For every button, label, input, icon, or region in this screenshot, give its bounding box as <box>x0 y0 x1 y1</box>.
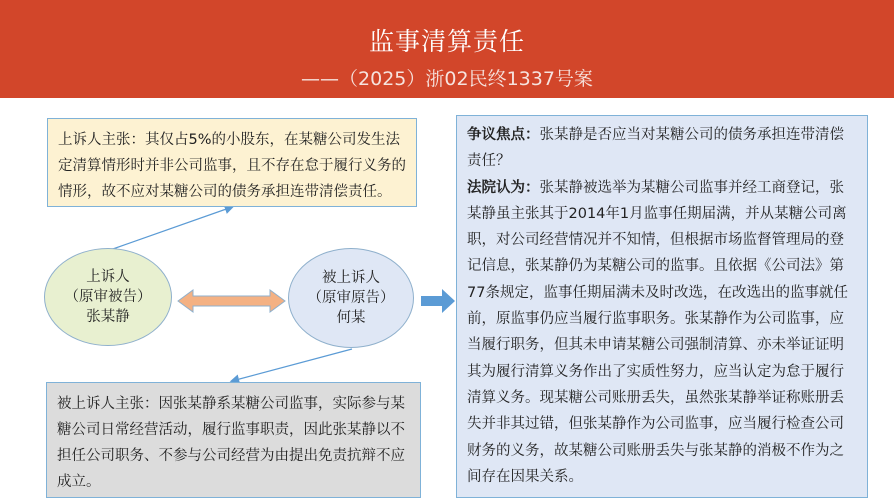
right-arrow <box>421 289 455 313</box>
dispute-text: 张某静是否应当对某糖公司的债务承担连带清偿责任？ <box>467 127 844 170</box>
appellee-role: 被上诉人 <box>322 270 380 286</box>
appellant-name: 张某静 <box>86 309 130 325</box>
dispute-focus <box>467 122 857 175</box>
opinion-label: 法院认为： <box>467 179 540 196</box>
case-number-subtitle: ——（2025）浙02民终1337号案 <box>301 68 593 90</box>
appellee-node <box>288 248 414 348</box>
double-arrow <box>178 290 285 312</box>
appellant-original-role: （原审被告） <box>64 289 152 305</box>
court-opinion-box <box>456 115 868 498</box>
page-title: 监事清算责任 <box>368 27 525 56</box>
opinion-text: 张某静被选举为某糖公司监事并经工商登记，张某静虽主张其于2014年1月监事任期届满，并从某糖公司离职，对公司经营情况并不知情，但根据市场监督管理局的登记信息，张某静仍为某糖公司的监事。且依据《公司法》第77条规定，监事任期届满未及时改选，在改选出的监事就任前，原监事仍应当履行监事职务。张某静作为公司监事，应当履行职务，但其未申请某糖公司强制清算、亦未举证证明其为履行清算义务作出了实质性努力，应当认定为怠于履行清算义务。现某糖公司账册丢失，虽然张某静举证称账册丢失并非其过错，但张某静作为公司监事，应当履行检查公司财务的义务，故某糖公司账册丢失与张某静的消极不作为之间存在因果关系。 <box>467 179 848 485</box>
appellee-claim-box: 被上诉人主张：因张某静系某糖公司监事，实际参与某糖公司日常经营活动，履行监事职责，因此张某静以不担任公司职务、不参与公司经营为由提出免责抗辩不应成立。 <box>46 382 421 498</box>
appellee-original-role: （原审原告） <box>307 290 395 306</box>
connector-appellant-claim <box>110 207 232 250</box>
court-opinion <box>467 175 857 491</box>
appellant-claim-box: 上诉人主张：其仅占5%的小股东，在某糖公司发生法定清算情形时并非公司监事，且不存在怠于履行义务的情形，故不应对某糖公司的债务承担连带清偿责任。 <box>47 118 417 207</box>
appellant-node <box>44 248 172 346</box>
appellee-name: 何某 <box>336 310 366 326</box>
dispute-label: 争议焦点： <box>467 127 540 143</box>
appellant-role: 上诉人 <box>86 269 130 285</box>
connector-appellee-claim <box>232 349 352 381</box>
